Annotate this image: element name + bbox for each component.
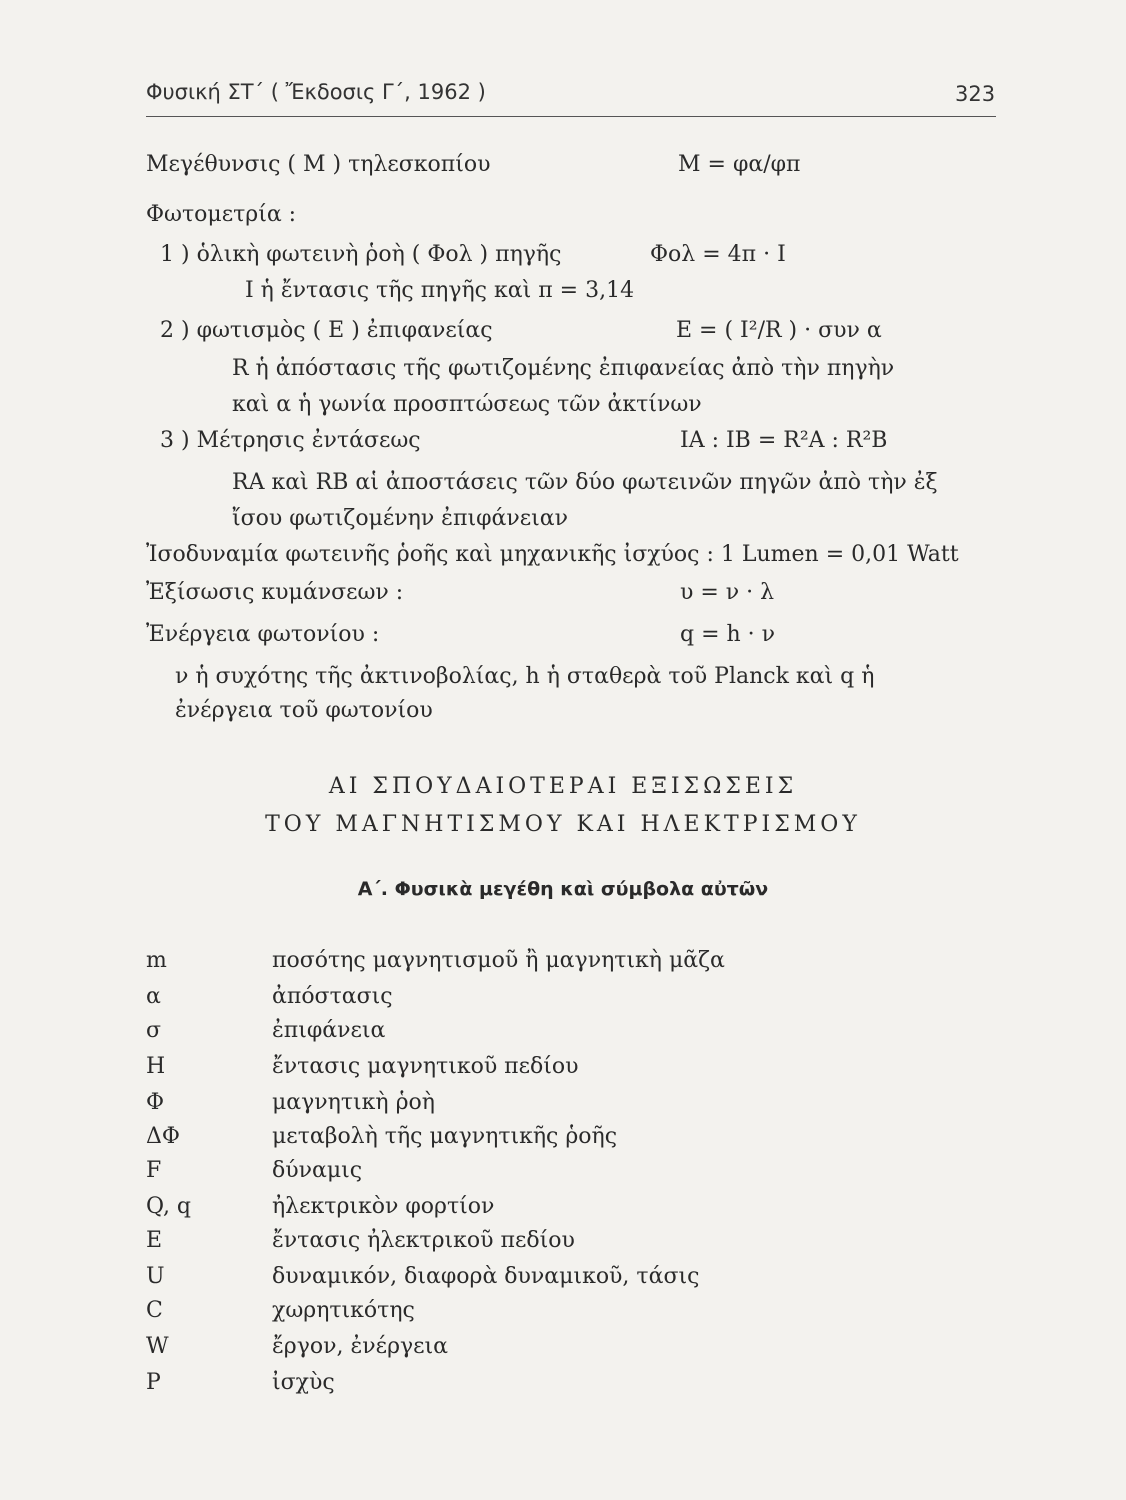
photon-note1: ν ἡ συχότης τῆς ἀκτινοβολίας, h ἡ σταθερὰ τοῦ Planck καὶ q ἡ [175,664,875,689]
item1-label: 1 ) ὁλικὴ φωτεινὴ ῥοὴ ( Φολ ) πηγῆς [160,242,562,267]
symbol-meaning: δυναμικόν, διαφορὰ δυναμικοῦ, τάσις [272,1264,700,1289]
symbol-meaning: δύναμις [272,1158,363,1183]
magnification-label: Μεγέθυνσις ( Μ ) τηλεσκοπίου [146,152,491,177]
symbol: α [146,984,161,1009]
wave-label: Ἐξίσωσις κυμάνσεων : [146,580,404,605]
section-title-line2: ΤΟΥ ΜΑΓΝΗΤΙΣΜΟΥ ΚΑΙ ΗΛΕΚΤΡΙΣΜΟΥ [265,812,861,837]
item2-note1: R ἡ ἀπόστασις τῆς φωτιζομένης ἐπιφανείας ἀπὸ τὴν πηγὴν [232,356,895,381]
symbol-meaning: χωρητικότης [272,1298,415,1323]
section-title-line1: ΑΙ ΣΠΟΥΔΑΙΟΤΕΡΑΙ ΕΞΙΣΩΣΕΙΣ [328,774,798,799]
item2-formula: E = ( I²/R ) · συν α [676,318,882,343]
symbol: U [146,1264,165,1289]
symbol-meaning: ἐπιφάνεια [272,1018,386,1043]
symbol-meaning: ποσότης μαγνητισμοῦ ἢ μαγνητικὴ μᾶζα [272,948,725,973]
symbol: H [146,1054,166,1079]
photon-note2: ἐνέργεια τοῦ φωτονίου [175,698,433,723]
photon-label: Ἐνέργεια φωτονίου : [146,622,380,647]
item2-label: 2 ) φωτισμὸς ( E ) ἐπιφανείας [160,318,493,343]
symbol-meaning: ἔντασις ἠλεκτρικοῦ πεδίου [272,1228,575,1253]
symbol-meaning: μαγνητικὴ ῥοὴ [272,1090,435,1115]
symbol: E [146,1228,163,1253]
symbol-meaning: ἔντασις μαγνητικοῦ πεδίου [272,1054,579,1079]
symbol: Φ [146,1090,165,1115]
symbol: W [146,1334,169,1359]
symbol: m [146,948,167,973]
running-header: Φυσική ΣΤ΄ ( Ἔκδοσις Γ΄, 1962 ) [146,80,486,104]
symbol: ΔΦ [146,1124,180,1149]
symbol-meaning: ἔργον, ἐνέργεια [272,1334,449,1359]
equivalence-line: Ἰσοδυναμία φωτεινῆς ῥοῆς καὶ μηχανικῆς ἰσχύος : 1 Lumen = 0,01 Watt [146,542,959,567]
header-rule [146,116,996,117]
photon-formula: q = h · ν [680,622,776,647]
item3-note1: RA καὶ RB αἱ ἀποστάσεις τῶν δύο φωτεινῶν πηγῶν ἀπὸ τὴν ἐξ [232,470,938,495]
item3-note2: ἴσου φωτιζομένην ἐπιφάνειαν [232,506,568,531]
item3-label: 3 ) Μέτρησις ἐντάσεως [160,428,421,453]
symbol: Q, q [146,1194,192,1219]
symbol: P [146,1370,161,1395]
symbol: C [146,1298,163,1323]
item1-formula: Φολ = 4π · I [650,242,786,267]
item1-note: I ἡ ἔντασις τῆς πηγῆς καὶ π = 3,14 [245,278,635,303]
symbol: F [146,1158,162,1183]
page-number: 323 [955,82,996,106]
magnification-formula: M = φα/φπ [678,152,801,177]
symbol-meaning: ἰσχὺς [272,1370,335,1395]
photometry-label: Φωτομετρία : [146,202,297,227]
symbol: σ [146,1018,162,1043]
wave-formula: υ = ν · λ [680,580,775,605]
symbol-meaning: ἠλεκτρικὸν φορτίον [272,1194,495,1219]
symbol-meaning: ἀπόστασις [272,984,393,1009]
item2-note2: καὶ α ἡ γωνία προσπτώσεως τῶν ἀκτίνων [232,392,702,417]
symbol-meaning: μεταβολὴ τῆς μαγνητικῆς ῥοῆς [272,1124,618,1149]
section-subtitle: Α΄. Φυσικὰ μεγέθη καὶ σύμβολα αὐτῶν [357,878,769,900]
item3-formula: IA : IB = R²A : R²B [680,428,888,453]
